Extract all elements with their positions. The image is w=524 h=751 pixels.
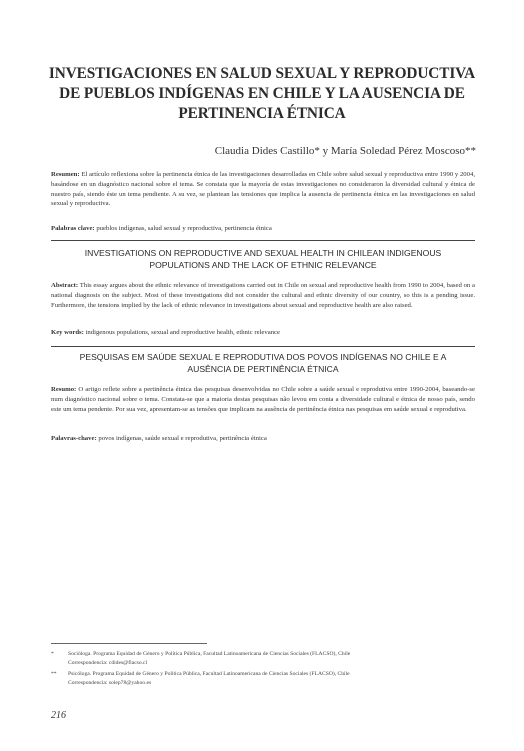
palabras-clave-label: Palabras clave: bbox=[51, 225, 95, 232]
english-heading bbox=[51, 248, 475, 271]
resumo-text: O artigo reflete sobre a pertinência étnica das pesquisas desenvolvidas no Chile sobre a saúde sexual e reprodutiva entre 1990-2004, baseando-se num diagnóstico nacional sobre o tema. Constata-se que a maioria destas pesquisas não levou em conta a diversidade cultural e étnica de nosso país, sendo este um tema pendente. Por sua vez, apresentam-se as tensões que implicam na ausência de pertinência étnica nas pesquisas em saúde sexual e reprodutiva. bbox=[51, 386, 475, 413]
key-words bbox=[51, 328, 475, 338]
abstract-label: Abstract: bbox=[51, 282, 79, 289]
footnote-email: Correspondencia: solep78@yahoo.es bbox=[68, 680, 152, 686]
authors: Claudia Dides Castillo* y María Soledad Pérez Moscoso** bbox=[214, 145, 476, 157]
heading-line: PESQUISAS EM SAÚDE SEXUAL E REPRODUTIVA DOS POVOS INDÍGENAS NO CHILE E A bbox=[79, 352, 447, 362]
footnote-affiliation: Psicóloga. Programa Equidad de Género y Política Pública, Facultad Latinoamericana de Ciencias Sociales (FLACSO), Chile bbox=[68, 671, 350, 677]
resumo-label: Resumo: bbox=[51, 386, 77, 393]
abstract-text: This essay argues about the ethnic relevance of investigations carried out in Chile on sexual and reproductive health from 1990 to 2004, based on a national diagnosis on the subject. Most of these investigations did not consider the cultural and ethnic diversity of our country, so this is a pending issue. Furthermore, the tensions implied by the lack of ethnic relevance in investigations about sexual and reproductive health are also raised. bbox=[51, 282, 475, 309]
article-title bbox=[40, 64, 484, 124]
page-number: 216 bbox=[51, 710, 66, 721]
title-line: INVESTIGACIONES EN SALUD SEXUAL Y REPRODUCTIVA bbox=[48, 65, 476, 82]
palavras-chave-text: povos indígenas, saúde sexual e reprodutiva, pertinência étnica bbox=[98, 435, 267, 442]
palavras-chave-label: Palavras-chave: bbox=[51, 435, 97, 442]
footnote-mark: * bbox=[51, 651, 54, 657]
resumen-text: El artículo reflexiona sobre la pertinencia étnica de las investigaciones desarrolladas en Chile sobre salud sexual y reproductiva entre 1990 y 2004, basándose en un diagnóstico nacional sobre el tema. Se constata que la mayoría de estas investigaciones no consideraron la diversidad cultural y étnica de nuestro país, siendo éste un tema pendiente. A su vez, se plantean las tensiones que implica la ausencia de pertinencia étnica en las investigaciones en salud sexual y reproductiva. bbox=[51, 171, 475, 208]
palavras-chave bbox=[51, 434, 475, 444]
footnote-affiliation: Socióloga. Programa Equidad de Género y Política Pública, Facultad Latinoamericana de Ciencias Sociales (FLACSO), Chile bbox=[68, 651, 351, 657]
footnote-rule bbox=[51, 643, 207, 644]
section-rule bbox=[51, 240, 475, 241]
palabras-clave-text: pueblos indígenas, salud sexual y reproductiva, pertinencia étnica bbox=[96, 225, 272, 232]
title-line: DE PUEBLOS INDÍGENAS EN CHILE Y LA AUSENCIA DE bbox=[59, 85, 465, 102]
key-words-text: indigenous populations, sexual and reproductive health, ethnic relevance bbox=[85, 329, 280, 336]
heading-line: INVESTIGATIONS ON REPRODUCTIVE AND SEXUAL HEALTH IN CHILEAN INDIGENOUS bbox=[84, 248, 442, 258]
footnote-mark: ** bbox=[51, 671, 57, 677]
resumen-label: Resumen: bbox=[51, 171, 80, 178]
heading-line: AUSÊNCIA DE PERTINÊNCIA ÉTNICA bbox=[187, 363, 339, 374]
footnote-email: Correspondencia: cdides@flacso.cl bbox=[68, 660, 148, 666]
section-rule bbox=[51, 346, 475, 347]
portuguese-heading bbox=[51, 352, 475, 375]
abstract-paragraph bbox=[51, 281, 475, 310]
key-words-label: Key words: bbox=[51, 329, 84, 336]
title-line: PERTINENCIA ÉTNICA bbox=[178, 105, 346, 122]
palabras-clave bbox=[51, 224, 475, 234]
heading-line: POPULATIONS AND THE LACK OF ETHNIC RELEVANCE bbox=[149, 259, 377, 270]
resumo-paragraph bbox=[51, 385, 475, 414]
resumen-paragraph bbox=[51, 170, 475, 209]
